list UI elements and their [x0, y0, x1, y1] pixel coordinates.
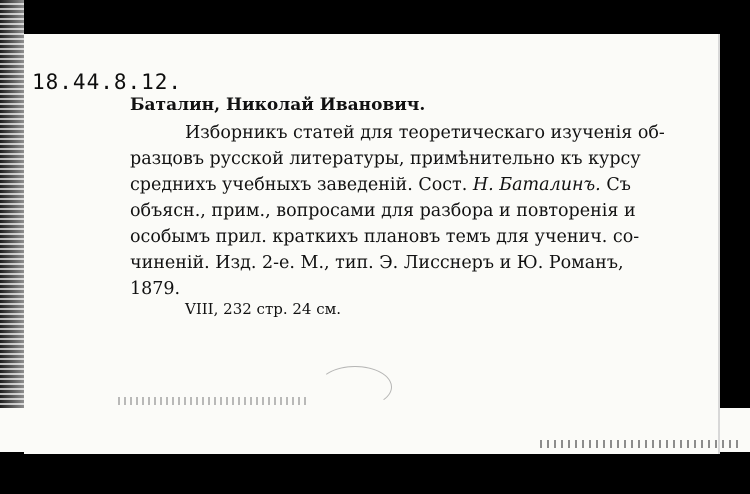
- scan-top-border: [24, 0, 720, 34]
- call-number: 18.44.8.12.: [32, 70, 183, 94]
- author-heading: Баталин, Николай Иванович.: [130, 95, 426, 115]
- description-line-3: [130, 175, 631, 195]
- description-line-5: особымъ прил. краткихъ плановъ темъ для ученич. со-: [130, 227, 640, 247]
- description-line-3-text: среднихъ учебныхъ заведеній. Сост.: [130, 175, 468, 195]
- faint-ink-marks: [118, 397, 310, 405]
- description-line-4: объясн., прим., вопросами для разбора и повторенія и: [130, 201, 636, 221]
- scan-left-edge-shading: [0, 0, 24, 452]
- description-line-3-tail: Съ: [606, 175, 631, 195]
- description-line-7: 1879.: [130, 279, 181, 299]
- card-right-edge: [718, 34, 720, 454]
- scan-noise-dots: [540, 440, 740, 448]
- compiler-name: Н. Баталинъ.: [472, 175, 601, 195]
- faint-stamp-mark: [318, 366, 392, 408]
- physical-extent: VIII, 232 стр. 24 см.: [185, 300, 342, 318]
- description-line-6: чиненій. Изд. 2-е. М., тип. Э. Лисснеръ и Ю. Романъ,: [130, 253, 624, 273]
- description-line-2: разцовъ русской литературы, примѣнительно къ курсу: [130, 149, 641, 169]
- description-line-1: Изборникъ статей для теоретическаго изученія об-: [185, 123, 665, 143]
